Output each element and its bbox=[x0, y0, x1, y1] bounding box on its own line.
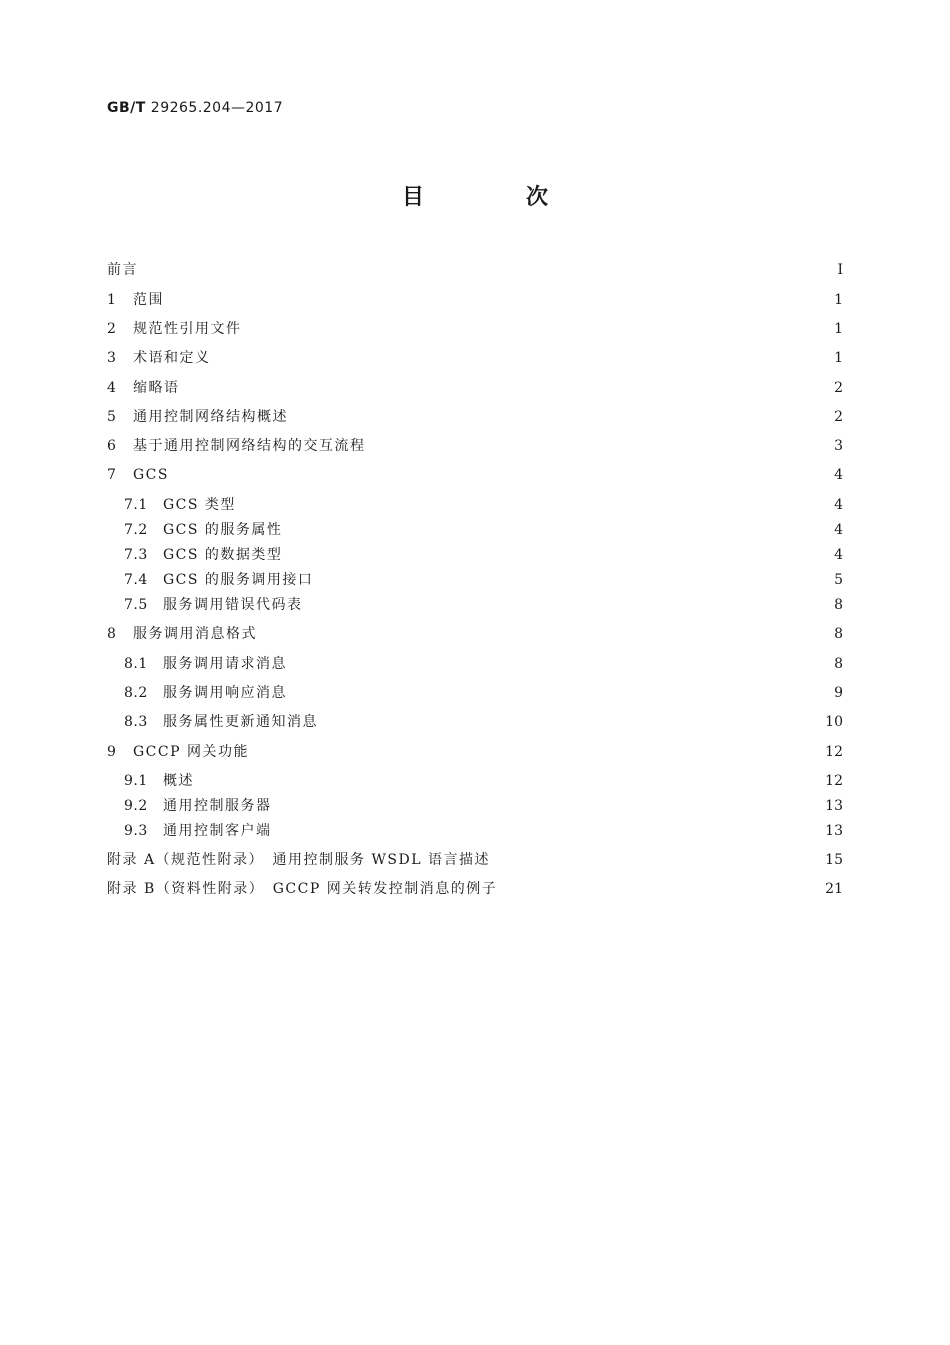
dot-leader bbox=[496, 848, 819, 872]
toc-entry-page: 4 bbox=[834, 467, 843, 483]
dot-leader bbox=[319, 568, 827, 592]
toc-entry-page: Ⅰ bbox=[837, 262, 843, 278]
toc-entry-number: 9 bbox=[107, 744, 117, 760]
toc-entry-page: 13 bbox=[825, 798, 843, 814]
toc-entry-page: 12 bbox=[825, 744, 843, 760]
toc-entry-number: 8.2 bbox=[124, 685, 148, 701]
standard-code bbox=[107, 100, 283, 116]
dot-leader bbox=[293, 652, 827, 676]
toc-entry[interactable] bbox=[107, 463, 843, 487]
toc-entry[interactable] bbox=[107, 543, 843, 567]
standard-number: 29265.204—2017 bbox=[150, 100, 284, 116]
toc-entry-label: 服务调用错误代码表 bbox=[163, 597, 303, 613]
toc-entry-label: 服务调用响应消息 bbox=[163, 685, 287, 701]
toc-entry[interactable] bbox=[107, 434, 843, 458]
toc-entry-label: 服务属性更新通知消息 bbox=[163, 714, 318, 730]
toc-entry[interactable] bbox=[107, 794, 843, 818]
dot-leader bbox=[372, 434, 828, 458]
toc-entry[interactable] bbox=[107, 710, 843, 734]
dot-leader bbox=[144, 258, 827, 282]
toc-entry-label: 附录 B（资料性附录） GCCP 网关转发控制消息的例子 bbox=[107, 881, 498, 897]
page-title: 目 次 bbox=[401, 185, 588, 210]
toc-entry-number: 9.2 bbox=[124, 798, 148, 814]
toc-entry[interactable] bbox=[107, 376, 843, 400]
toc-entry[interactable] bbox=[107, 652, 843, 676]
toc-entry-page: 4 bbox=[834, 547, 843, 563]
toc-entry-page: 13 bbox=[825, 823, 843, 839]
toc-entry-label: 基于通用控制网络结构的交互流程 bbox=[133, 438, 366, 454]
dot-leader bbox=[294, 405, 827, 429]
toc-entry-page: 12 bbox=[825, 773, 843, 789]
toc-entry-page: 2 bbox=[834, 409, 843, 425]
dot-leader bbox=[248, 317, 828, 341]
toc-entry-number: 3 bbox=[107, 350, 117, 366]
dot-leader bbox=[288, 543, 827, 567]
dot-leader bbox=[170, 288, 827, 312]
toc-entry-number: 1 bbox=[107, 292, 117, 308]
toc-entry[interactable] bbox=[107, 493, 843, 517]
toc-entry-number: 7.5 bbox=[124, 597, 148, 613]
toc-entry[interactable] bbox=[107, 518, 843, 542]
toc-entry-page: 1 bbox=[834, 292, 843, 308]
toc-entry[interactable] bbox=[107, 740, 843, 764]
toc-entry-label: 范围 bbox=[133, 292, 164, 308]
toc-entry-label: GCCP 网关功能 bbox=[133, 744, 249, 760]
toc-entry-label: GCS 的数据类型 bbox=[163, 547, 283, 563]
toc-entry-page: 2 bbox=[834, 380, 843, 396]
toc-entry-label: 规范性引用文件 bbox=[133, 321, 242, 337]
toc-entry-number: 8.1 bbox=[124, 656, 148, 672]
dot-leader bbox=[309, 593, 828, 617]
toc-entry[interactable] bbox=[107, 568, 843, 592]
toc-entry[interactable] bbox=[107, 819, 843, 843]
dot-leader bbox=[293, 681, 827, 705]
dot-leader bbox=[200, 769, 819, 793]
dot-leader bbox=[278, 819, 820, 843]
toc-entry[interactable] bbox=[107, 622, 843, 646]
toc-entry-number: 5 bbox=[107, 409, 117, 425]
toc-entry-number: 8.3 bbox=[124, 714, 148, 730]
dot-leader bbox=[288, 518, 827, 542]
dot-leader bbox=[242, 493, 827, 517]
toc-entry-page: 10 bbox=[825, 714, 843, 730]
dot-leader bbox=[175, 463, 827, 487]
toc-entry-page: 4 bbox=[834, 522, 843, 538]
toc-entry[interactable] bbox=[107, 258, 843, 282]
toc-entry[interactable] bbox=[107, 769, 843, 793]
toc-entry-number: 8 bbox=[107, 626, 117, 642]
toc-entry-label: 通用控制网络结构概述 bbox=[133, 409, 288, 425]
toc-entry-number: 7.2 bbox=[124, 522, 148, 538]
toc-entry-page: 8 bbox=[834, 597, 843, 613]
toc-entry[interactable] bbox=[107, 681, 843, 705]
toc-entry-number: 7.1 bbox=[124, 497, 148, 513]
toc-entry-label: 通用控制客户端 bbox=[163, 823, 272, 839]
standard-prefix: GB/T bbox=[107, 100, 146, 116]
toc-entry-page: 5 bbox=[834, 572, 843, 588]
toc-entry-number: 7 bbox=[107, 467, 117, 483]
dot-leader bbox=[263, 622, 827, 646]
toc-entry-label: 通用控制服务器 bbox=[163, 798, 272, 814]
toc-entry[interactable] bbox=[107, 848, 843, 872]
dot-leader bbox=[217, 346, 828, 370]
toc-entry-label: 概述 bbox=[163, 773, 194, 789]
dot-leader bbox=[503, 877, 819, 901]
toc-entry-page: 1 bbox=[834, 321, 843, 337]
toc-entry-number: 7.3 bbox=[124, 547, 148, 563]
toc-entry-label: GCS 的服务属性 bbox=[163, 522, 283, 538]
toc-entry-page: 3 bbox=[834, 438, 843, 454]
toc-entry-page: 21 bbox=[825, 881, 843, 897]
toc-entry-label: 服务调用消息格式 bbox=[133, 626, 257, 642]
toc-entry-number: 6 bbox=[107, 438, 117, 454]
toc-entry[interactable] bbox=[107, 405, 843, 429]
dot-leader bbox=[324, 710, 819, 734]
dot-leader bbox=[255, 740, 819, 764]
toc-entry-page: 8 bbox=[834, 626, 843, 642]
toc-entry-label: GCS 的服务调用接口 bbox=[163, 572, 314, 588]
toc-entry-page: 15 bbox=[825, 852, 843, 868]
toc-entry-page: 8 bbox=[834, 656, 843, 672]
toc-entry-label: 前言 bbox=[107, 262, 138, 278]
toc-entry-label: 服务调用请求消息 bbox=[163, 656, 287, 672]
toc-entry-number: 9.3 bbox=[124, 823, 148, 839]
toc-entry[interactable] bbox=[107, 346, 843, 370]
toc-entry-label: 术语和定义 bbox=[133, 350, 211, 366]
dot-leader bbox=[186, 376, 828, 400]
toc-entry-label: GCS 类型 bbox=[163, 497, 236, 513]
dot-leader bbox=[278, 794, 820, 818]
toc-entry-page: 1 bbox=[834, 350, 843, 366]
toc-entry[interactable] bbox=[107, 593, 843, 617]
toc-entry[interactable] bbox=[107, 877, 843, 901]
toc-entry-page: 4 bbox=[834, 497, 843, 513]
toc-entry-page: 9 bbox=[834, 685, 843, 701]
toc-entry-label: 缩略语 bbox=[133, 380, 180, 396]
toc-entry-number: 2 bbox=[107, 321, 117, 337]
toc-entry-label: GCS bbox=[133, 467, 169, 483]
toc-entry-number: 9.1 bbox=[124, 773, 148, 789]
toc-entry[interactable] bbox=[107, 288, 843, 312]
toc-entry-number: 4 bbox=[107, 380, 117, 396]
toc-entry[interactable] bbox=[107, 317, 843, 341]
toc-entry-number: 7.4 bbox=[124, 572, 148, 588]
toc-entry-label: 附录 A（规范性附录） 通用控制服务 WSDL 语言描述 bbox=[107, 852, 490, 868]
